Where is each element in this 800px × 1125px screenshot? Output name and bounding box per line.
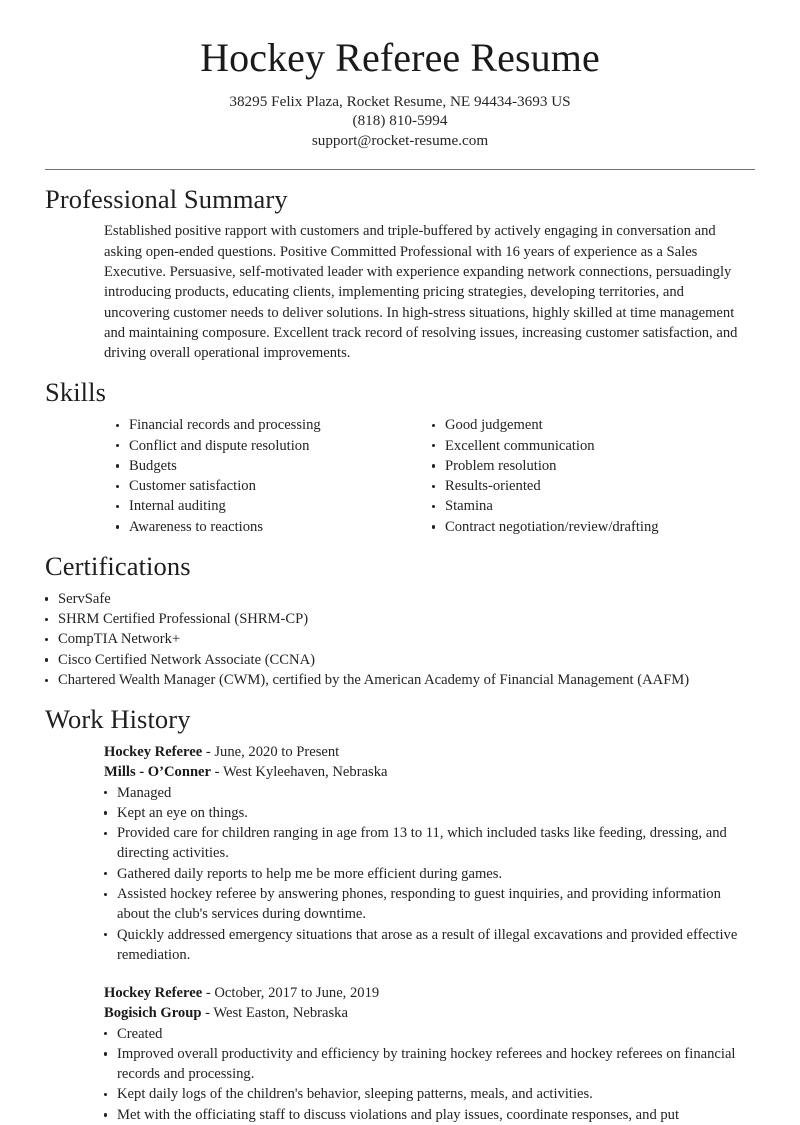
contact-block	[45, 92, 755, 151]
list-item: Awareness to reactions	[116, 517, 432, 537]
list-item: SHRM Certified Professional (SHRM-CP)	[45, 609, 755, 629]
list-item: ServSafe	[45, 589, 755, 609]
list-item: Assisted hockey referee by answering phones, responding to guest inquiries, and providing information about the club's services during downtime.	[104, 884, 745, 925]
section-work-history	[45, 704, 755, 1125]
job-company-line	[104, 1003, 755, 1023]
job-title-line	[104, 983, 755, 1003]
section-heading-certifications: Certifications	[45, 551, 191, 582]
list-item: Chartered Wealth Manager (CWM), certified by the American Academy of Financial Management (AAFM)	[45, 670, 755, 690]
section-professional-summary	[45, 184, 755, 364]
list-item: Cisco Certified Network Associate (CCNA)	[45, 650, 755, 670]
summary-paragraph: Established positive rapport with customers and triple-buffered by actively engaging in conversation and asking open-ended questions. Positive Committed Professional with 16 years of experience as a Sales Executive. Persuasive, self-motivated leader with experience expanding network connections, persuadingly introducing products, educating clients, implementing pricing strategies, developing territories, and uncovering customer needs to deliver solutions. In high-stress situations, highly skilled at time management and maintaining composure. Excellent track record of resolving issues, increasing customer satisfaction, and driving overall operational improvements.	[104, 223, 738, 362]
contact-phone: (818) 810-5994	[352, 112, 448, 130]
list-item: Contract negotiation/review/drafting	[432, 517, 748, 537]
list-item: Financial records and processing	[116, 415, 432, 435]
list-item: CompTIA Network+	[45, 629, 755, 649]
job-company: Bogisich Group	[104, 1005, 202, 1022]
section-certifications	[45, 551, 755, 690]
job-company: Mills - O’Conner	[104, 764, 212, 781]
job-title: Hockey Referee	[104, 744, 203, 761]
skills-column-right	[432, 415, 748, 537]
job-company-separator: -	[205, 1005, 210, 1022]
list-item: Budgets	[116, 456, 432, 476]
job-dates: June, 2020 to Present	[214, 744, 340, 761]
list-item: Stamina	[432, 496, 748, 516]
job-company-line	[104, 762, 755, 782]
list-item: Problem resolution	[432, 456, 748, 476]
contact-email: support@rocket-resume.com	[311, 131, 489, 149]
list-item: Improved overall productivity and efficiency by training hockey referees and hockey referees on financial records and processing.	[104, 1044, 745, 1085]
job-title-separator: -	[205, 985, 211, 1002]
job-location: West Kyleehaven, Nebraska	[222, 764, 388, 781]
work-history-list	[45, 742, 755, 1125]
list-item: Quickly addressed emergency situations that arose as a result of illegal excavations and provided effective remediation.	[104, 925, 745, 966]
page-title: Hockey Referee Resume	[200, 35, 600, 80]
skills-column-left	[116, 415, 432, 537]
list-item: Kept an eye on things.	[104, 803, 745, 823]
job-company-separator: -	[214, 764, 220, 781]
job-title: Hockey Referee	[104, 985, 203, 1002]
section-heading-summary: Professional Summary	[45, 183, 288, 214]
work-history-entry	[104, 983, 755, 1125]
contact-address: 38295 Felix Plaza, Rocket Resume, NE 94434-3693 US	[229, 92, 571, 110]
certifications-list	[45, 589, 755, 690]
list-item: Internal auditing	[116, 496, 432, 516]
list-item: Conflict and dispute resolution	[116, 436, 432, 456]
work-history-entry	[104, 742, 755, 965]
job-title-line	[104, 742, 755, 762]
section-heading-work-history: Work History	[45, 704, 191, 735]
header-divider	[45, 169, 755, 170]
list-item: Created	[104, 1024, 745, 1044]
list-item: Gathered daily reports to help me be more efficient during games.	[104, 864, 745, 884]
job-title-separator: -	[205, 744, 211, 761]
list-item: Good judgement	[432, 415, 748, 435]
list-item: Excellent communication	[432, 436, 748, 456]
list-item: Kept daily logs of the children's behavior, sleeping patterns, meals, and activities.	[104, 1084, 745, 1104]
list-item: Results-oriented	[432, 476, 748, 496]
list-item: Customer satisfaction	[116, 476, 432, 496]
section-heading-skills: Skills	[45, 377, 106, 408]
job-bullets	[104, 1024, 755, 1125]
list-item: Met with the officiating staff to discuss violations and play issues, coordinate responses, and put	[104, 1105, 745, 1125]
job-dates: October, 2017 to June, 2019	[214, 985, 380, 1002]
job-location: West Easton, Nebraska	[213, 1005, 348, 1022]
skills-columns	[116, 415, 755, 537]
list-item: Provided care for children ranging in age from 13 to 11, which included tasks like feeding, dressing, and directing activities.	[104, 823, 745, 864]
section-skills	[45, 377, 755, 537]
job-bullets	[104, 783, 755, 966]
list-item: Managed	[104, 783, 745, 803]
